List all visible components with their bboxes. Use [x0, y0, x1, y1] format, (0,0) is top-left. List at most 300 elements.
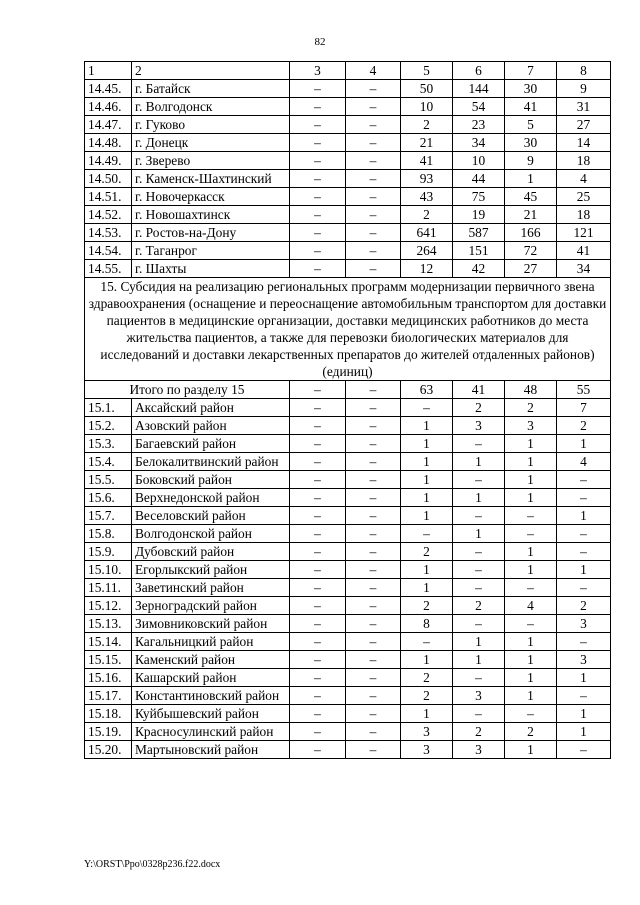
table-cell: – [346, 116, 401, 134]
row-number-cell: 15.20. [85, 741, 132, 759]
table-row [85, 705, 611, 723]
table-cell: – [346, 98, 401, 116]
row-number-cell: 15.9. [85, 543, 132, 561]
table-cell: 41 [453, 381, 505, 399]
table-cell: – [505, 579, 557, 597]
row-number-cell: 15.5. [85, 471, 132, 489]
table-cell: 151 [453, 242, 505, 260]
table-cell: – [290, 579, 346, 597]
table-cell: 2 [557, 597, 611, 615]
table-cell: 7 [505, 62, 557, 80]
table-row [85, 543, 611, 561]
table-cell: 641 [401, 224, 453, 242]
row-name-cell: г. Новочеркасск [132, 188, 290, 206]
table-cell: 121 [557, 224, 611, 242]
table-cell: 3 [290, 62, 346, 80]
row-number-cell: 14.53. [85, 224, 132, 242]
table-row [85, 170, 611, 188]
row-name-cell: Мартыновский район [132, 741, 290, 759]
table-cell: 1 [505, 651, 557, 669]
table-cell: – [557, 741, 611, 759]
file-path-footer: Y:\ORST\Ppo\0328p236.f22.docx [84, 859, 221, 870]
table-cell: 1 [401, 705, 453, 723]
table-cell: – [346, 206, 401, 224]
table-cell: – [346, 453, 401, 471]
table-cell: 50 [401, 80, 453, 98]
row-name-cell: г. Таганрог [132, 242, 290, 260]
row-name-cell: Заветинский район [132, 579, 290, 597]
row-name-cell: Куйбышевский район [132, 705, 290, 723]
table-row [85, 615, 611, 633]
table-cell: 41 [401, 152, 453, 170]
table-cell: 31 [557, 98, 611, 116]
table-cell: 1 [557, 669, 611, 687]
table-cell: – [290, 206, 346, 224]
table-cell: – [290, 723, 346, 741]
table-cell: – [290, 170, 346, 188]
table-cell: 10 [401, 98, 453, 116]
row-number-cell: 15.2. [85, 417, 132, 435]
table-row [85, 561, 611, 579]
table-cell: 55 [557, 381, 611, 399]
table-cell: – [346, 134, 401, 152]
table-cell: 3 [453, 741, 505, 759]
table-cell: 1 [557, 561, 611, 579]
table-cell: 72 [505, 242, 557, 260]
row-name-cell: Красносулинский район [132, 723, 290, 741]
table-row [85, 152, 611, 170]
table-cell: 3 [401, 741, 453, 759]
table-cell: 14 [557, 134, 611, 152]
table-cell: 75 [453, 188, 505, 206]
table-cell: 144 [453, 80, 505, 98]
table-cell: – [346, 579, 401, 597]
table-cell: – [346, 741, 401, 759]
table-row [85, 471, 611, 489]
table-cell: 1 [401, 561, 453, 579]
table-cell: 1 [505, 471, 557, 489]
table-cell: 19 [453, 206, 505, 224]
table-cell: – [290, 471, 346, 489]
table-cell: 2 [401, 543, 453, 561]
table-cell: – [453, 543, 505, 561]
row-name-cell: Веселовский район [132, 507, 290, 525]
row-name-cell: Егорлыкский район [132, 561, 290, 579]
row-name-cell: Константиновский район [132, 687, 290, 705]
table-cell: 2 [453, 597, 505, 615]
table-cell: 2 [557, 417, 611, 435]
table-cell: 18 [557, 152, 611, 170]
table-cell: – [290, 615, 346, 633]
table-cell: 1 [557, 507, 611, 525]
row-number-cell: 15.19. [85, 723, 132, 741]
row-name-cell: г. Гуково [132, 116, 290, 134]
table-cell: – [453, 669, 505, 687]
table-cell: – [557, 471, 611, 489]
table-header-row [85, 62, 611, 80]
table-cell: 264 [401, 242, 453, 260]
table-cell: 1 [557, 705, 611, 723]
table-row [85, 242, 611, 260]
table-cell: – [290, 417, 346, 435]
table-cell: 1 [505, 453, 557, 471]
row-number-cell: 14.51. [85, 188, 132, 206]
table-cell: – [505, 525, 557, 543]
table-cell: – [346, 489, 401, 507]
table-cell: 3 [557, 615, 611, 633]
table-cell: – [346, 399, 401, 417]
table-cell: 3 [505, 417, 557, 435]
table-cell: 1 [505, 489, 557, 507]
table-cell: – [290, 381, 346, 399]
table-cell: 12 [401, 260, 453, 278]
table-cell: 2 [505, 723, 557, 741]
table-cell: 30 [505, 80, 557, 98]
table-cell: 27 [505, 260, 557, 278]
row-number-cell: 15.14. [85, 633, 132, 651]
total-label: Итого по разделу 15 [85, 381, 290, 399]
table-cell: – [453, 435, 505, 453]
table-cell: 10 [453, 152, 505, 170]
table-cell: – [346, 242, 401, 260]
table-cell: 1 [557, 435, 611, 453]
table-cell: 27 [557, 116, 611, 134]
table-cell: 1 [505, 543, 557, 561]
table-cell: – [290, 597, 346, 615]
table-cell: – [290, 116, 346, 134]
table-cell: – [290, 399, 346, 417]
table-cell: – [290, 80, 346, 98]
table-cell: 1 [505, 170, 557, 188]
table-cell: 1 [505, 687, 557, 705]
table-cell: – [290, 705, 346, 723]
table-cell: – [401, 525, 453, 543]
table-cell: 5 [505, 116, 557, 134]
table-cell: 21 [505, 206, 557, 224]
table-cell: 93 [401, 170, 453, 188]
table-cell: – [453, 615, 505, 633]
table-row [85, 80, 611, 98]
row-name-cell: Белокалитвинский район [132, 453, 290, 471]
table-cell: 9 [505, 152, 557, 170]
row-name-cell: г. Ростов-на-Дону [132, 224, 290, 242]
page-number: 82 [314, 36, 326, 48]
table-cell: – [290, 489, 346, 507]
table-cell: 25 [557, 188, 611, 206]
table-cell: 1 [401, 489, 453, 507]
section-header-row [85, 278, 611, 381]
table-row [85, 435, 611, 453]
row-number-cell: 14.55. [85, 260, 132, 278]
table-cell: 43 [401, 188, 453, 206]
table-cell: – [290, 543, 346, 561]
table-cell: – [290, 507, 346, 525]
row-number-cell: 14.47. [85, 116, 132, 134]
table-cell: 23 [453, 116, 505, 134]
row-name-cell: г. Шахты [132, 260, 290, 278]
table-cell: 2 [401, 206, 453, 224]
table-cell: – [346, 224, 401, 242]
table-cell: – [505, 705, 557, 723]
table-cell: – [346, 507, 401, 525]
table-cell: 3 [453, 687, 505, 705]
table-cell: – [346, 561, 401, 579]
row-number-cell: 14.48. [85, 134, 132, 152]
table-cell: – [290, 651, 346, 669]
table-cell: 1 [557, 723, 611, 741]
table-cell: 1 [505, 741, 557, 759]
row-name-cell: Боковский район [132, 471, 290, 489]
table-cell: 2 [401, 597, 453, 615]
table-row [85, 633, 611, 651]
table-cell: 1 [505, 435, 557, 453]
table-cell: 48 [505, 381, 557, 399]
table-cell: – [346, 669, 401, 687]
row-number-cell: 1 [85, 62, 132, 80]
table-cell: – [346, 381, 401, 399]
table-cell: – [453, 471, 505, 489]
table-cell: 1 [453, 453, 505, 471]
table-cell: 63 [401, 381, 453, 399]
table-row [85, 597, 611, 615]
table-row [85, 525, 611, 543]
row-name-cell: Кагальницкий район [132, 633, 290, 651]
row-name-cell: Верхнедонской район [132, 489, 290, 507]
table-cell: – [290, 633, 346, 651]
total-row [85, 381, 611, 399]
row-number-cell: 15.4. [85, 453, 132, 471]
table-cell: – [346, 723, 401, 741]
table-cell: 2 [401, 687, 453, 705]
table-cell: 7 [557, 399, 611, 417]
row-number-cell: 14.46. [85, 98, 132, 116]
table-cell: 30 [505, 134, 557, 152]
table-cell: 2 [401, 669, 453, 687]
table-cell: – [290, 561, 346, 579]
table-cell: – [290, 435, 346, 453]
table-row [85, 206, 611, 224]
table-cell: 41 [557, 242, 611, 260]
row-name-cell: г. Волгодонск [132, 98, 290, 116]
table-row [85, 116, 611, 134]
table-cell: – [290, 687, 346, 705]
row-number-cell: 15.16. [85, 669, 132, 687]
table-cell: 1 [401, 417, 453, 435]
table-cell: – [557, 633, 611, 651]
table-cell: 4 [505, 597, 557, 615]
row-name-cell: Багаевский район [132, 435, 290, 453]
table-cell: 44 [453, 170, 505, 188]
table-row [85, 134, 611, 152]
table-cell: – [290, 525, 346, 543]
table-cell: 4 [346, 62, 401, 80]
table-cell: 5 [401, 62, 453, 80]
table-cell: – [401, 399, 453, 417]
table-row [85, 687, 611, 705]
table-cell: 1 [453, 489, 505, 507]
table-cell: – [290, 98, 346, 116]
row-number-cell: 14.45. [85, 80, 132, 98]
data-table [84, 61, 611, 759]
table-cell: – [346, 188, 401, 206]
table-cell: – [557, 687, 611, 705]
row-number-cell: 15.3. [85, 435, 132, 453]
table-row [85, 188, 611, 206]
table-cell: – [346, 633, 401, 651]
table-cell: 1 [505, 633, 557, 651]
table-cell: – [290, 741, 346, 759]
table-cell: – [346, 651, 401, 669]
table-cell: – [290, 224, 346, 242]
row-name-cell: Аксайский район [132, 399, 290, 417]
table-row [85, 669, 611, 687]
table-cell: – [505, 507, 557, 525]
table-cell: – [557, 525, 611, 543]
table-cell: – [346, 543, 401, 561]
row-name-cell: г. Новошахтинск [132, 206, 290, 224]
table-cell: 166 [505, 224, 557, 242]
row-name-cell: Кашарский район [132, 669, 290, 687]
table-cell: – [290, 152, 346, 170]
table-cell: – [290, 669, 346, 687]
row-number-cell: 15.15. [85, 651, 132, 669]
row-number-cell: 14.49. [85, 152, 132, 170]
table-row [85, 224, 611, 242]
table-cell: 6 [453, 62, 505, 80]
row-name-cell: Зерноградский район [132, 597, 290, 615]
table-cell: 587 [453, 224, 505, 242]
table-row [85, 741, 611, 759]
row-number-cell: 15.18. [85, 705, 132, 723]
table-cell: 54 [453, 98, 505, 116]
row-number-cell: 15.7. [85, 507, 132, 525]
table-cell: 1 [401, 507, 453, 525]
table-cell: – [557, 579, 611, 597]
row-name-cell: Волгодонской район [132, 525, 290, 543]
table-cell: 42 [453, 260, 505, 278]
table-cell: 1 [505, 669, 557, 687]
table-cell: 1 [401, 579, 453, 597]
table-cell: 4 [557, 453, 611, 471]
table-cell: 18 [557, 206, 611, 224]
table-cell: 1 [453, 525, 505, 543]
table-row [85, 489, 611, 507]
row-number-cell: 15.6. [85, 489, 132, 507]
table-cell: – [401, 633, 453, 651]
table-cell: 1 [401, 453, 453, 471]
table-cell: 8 [401, 615, 453, 633]
table-cell: – [453, 705, 505, 723]
table-cell: 2 [401, 116, 453, 134]
row-number-cell: 15.10. [85, 561, 132, 579]
table-cell: 34 [557, 260, 611, 278]
table-cell: 3 [401, 723, 453, 741]
table-cell: 2 [505, 399, 557, 417]
table-cell: 45 [505, 188, 557, 206]
table-cell: 34 [453, 134, 505, 152]
table-cell: 1 [401, 471, 453, 489]
table-row [85, 723, 611, 741]
table-cell: 1 [401, 651, 453, 669]
table-cell: 21 [401, 134, 453, 152]
row-name-cell: Зимовниковский район [132, 615, 290, 633]
row-number-cell: 14.54. [85, 242, 132, 260]
table-cell: – [290, 188, 346, 206]
table-cell: 1 [505, 561, 557, 579]
table-row [85, 98, 611, 116]
row-name-cell: г. Донецк [132, 134, 290, 152]
table-cell: – [290, 134, 346, 152]
row-number-cell: 15.12. [85, 597, 132, 615]
table-cell: – [290, 260, 346, 278]
table-cell: 2 [453, 399, 505, 417]
table-cell: 3 [453, 417, 505, 435]
table-cell: 8 [557, 62, 611, 80]
table-row [85, 260, 611, 278]
table-cell: – [557, 543, 611, 561]
table-cell: 1 [453, 651, 505, 669]
table-cell: – [453, 579, 505, 597]
table-cell: 2 [453, 723, 505, 741]
table-cell: – [346, 260, 401, 278]
table-cell: – [346, 525, 401, 543]
table-cell: – [346, 705, 401, 723]
row-name-cell: г. Зверево [132, 152, 290, 170]
row-name-cell: Каменский район [132, 651, 290, 669]
row-number-cell: 14.52. [85, 206, 132, 224]
table-cell: – [346, 80, 401, 98]
row-name-cell: Азовский район [132, 417, 290, 435]
table-cell: – [346, 417, 401, 435]
table-cell: – [505, 615, 557, 633]
table-cell: – [290, 453, 346, 471]
row-number-cell: 14.50. [85, 170, 132, 188]
table-cell: – [346, 471, 401, 489]
table-cell: – [346, 687, 401, 705]
row-name-cell: г. Каменск-Шахтинский [132, 170, 290, 188]
table-cell: – [346, 152, 401, 170]
row-number-cell: 15.1. [85, 399, 132, 417]
table-row [85, 399, 611, 417]
row-name-cell: г. Батайск [132, 80, 290, 98]
row-number-cell: 15.11. [85, 579, 132, 597]
table-cell: 9 [557, 80, 611, 98]
row-number-cell: 15.13. [85, 615, 132, 633]
section-title: 15. Субсидия на реализацию региональных программ модернизации первичного звена здравоохранения (оснащение и переоснащение автомобильным транспортом для доставки пациентов в медицинские организации, доставки медицинских работников до места жительства пациентов, а также для перевозки биологических материалов для исследований и доставки лекарственных препаратов до жителей отдаленных районов) (единиц) [85, 278, 611, 381]
table-cell: – [290, 242, 346, 260]
table-cell: 1 [401, 435, 453, 453]
row-number-cell: 15.8. [85, 525, 132, 543]
table-cell: – [557, 489, 611, 507]
table-row [85, 417, 611, 435]
table-row [85, 579, 611, 597]
table-cell: – [453, 507, 505, 525]
table-row [85, 453, 611, 471]
table-row [85, 651, 611, 669]
table-row [85, 507, 611, 525]
table-cell: 1 [453, 633, 505, 651]
table-cell: 4 [557, 170, 611, 188]
table-cell: – [346, 597, 401, 615]
row-name-cell: Дубовский район [132, 543, 290, 561]
row-number-cell: 15.17. [85, 687, 132, 705]
table-cell: – [346, 435, 401, 453]
table-cell: 3 [557, 651, 611, 669]
row-name-cell: 2 [132, 62, 290, 80]
table-cell: 41 [505, 98, 557, 116]
table-cell: – [346, 170, 401, 188]
table-cell: – [453, 561, 505, 579]
